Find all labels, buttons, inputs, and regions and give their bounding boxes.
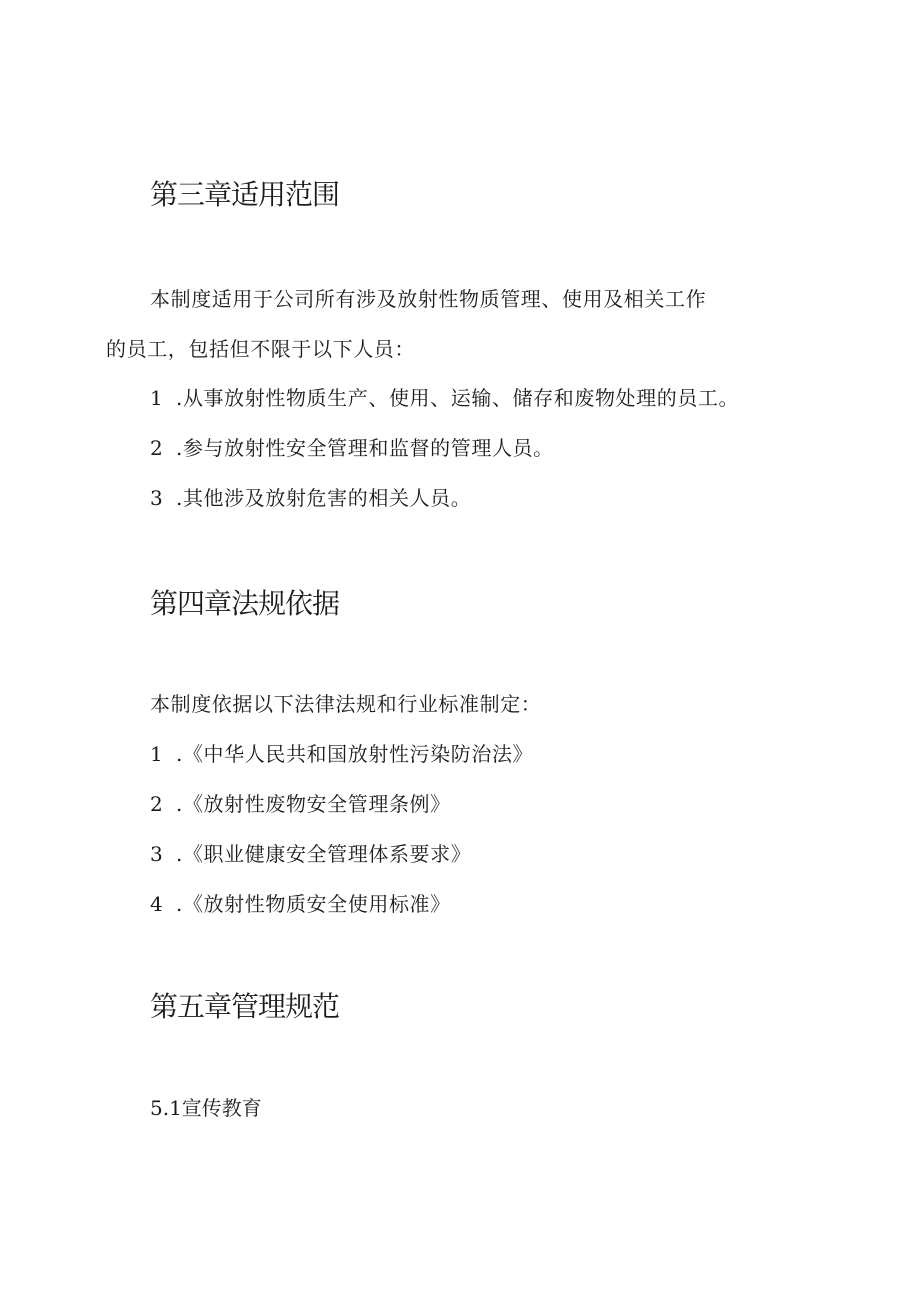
list-item-number: 3 — [150, 486, 164, 510]
chapter-4-list-item — [150, 740, 533, 768]
list-item-text: .其他涉及放射危害的相关人员。 — [176, 486, 472, 510]
list-item-number: 1 — [150, 742, 164, 766]
list-item-number: 1 — [150, 386, 164, 410]
chapter-4-title: 第四章法规依据 — [150, 587, 340, 620]
chapter-5-title: 第五章管理规范 — [150, 990, 340, 1023]
list-item-number: 2 — [150, 792, 164, 816]
chapter-3-paragraph-line-1: 本制度适用于公司所有涉及放射性物质管理、使用及相关工作 — [150, 287, 707, 311]
list-item-text: .从事放射性物质生产、使用、运输、储存和废物处理的员工。 — [176, 386, 740, 410]
chapter-3-list-item — [150, 384, 739, 412]
chapter-4-list-item — [150, 790, 451, 818]
list-item-text: .《放射性废物安全管理条例》 — [176, 792, 451, 816]
list-item-text: .参与放射性安全管理和监督的管理人员。 — [176, 436, 554, 460]
chapter-4-list-item — [150, 890, 451, 918]
chapter-3-list-item — [150, 484, 471, 512]
list-item-text: .《中华人民共和国放射性污染防治法》 — [176, 742, 534, 766]
section-5-1-heading: 5.1宣传教育 — [150, 1096, 262, 1120]
list-item-number: 4 — [150, 892, 164, 916]
chapter-3-title: 第三章适用范围 — [150, 178, 340, 211]
list-item-text: .《职业健康安全管理体系要求》 — [176, 842, 472, 866]
chapter-3-paragraph-line-2: 的员工，包括但不限于以下人员： — [106, 337, 415, 361]
list-item-number: 2 — [150, 436, 164, 460]
chapter-3-list-item — [150, 434, 554, 462]
chapter-4-list-item — [150, 840, 471, 868]
list-item-number: 3 — [150, 842, 164, 866]
list-item-text: .《放射性物质安全使用标准》 — [176, 892, 451, 916]
chapter-4-intro: 本制度依据以下法律法规和行业标准制定： — [150, 692, 542, 716]
